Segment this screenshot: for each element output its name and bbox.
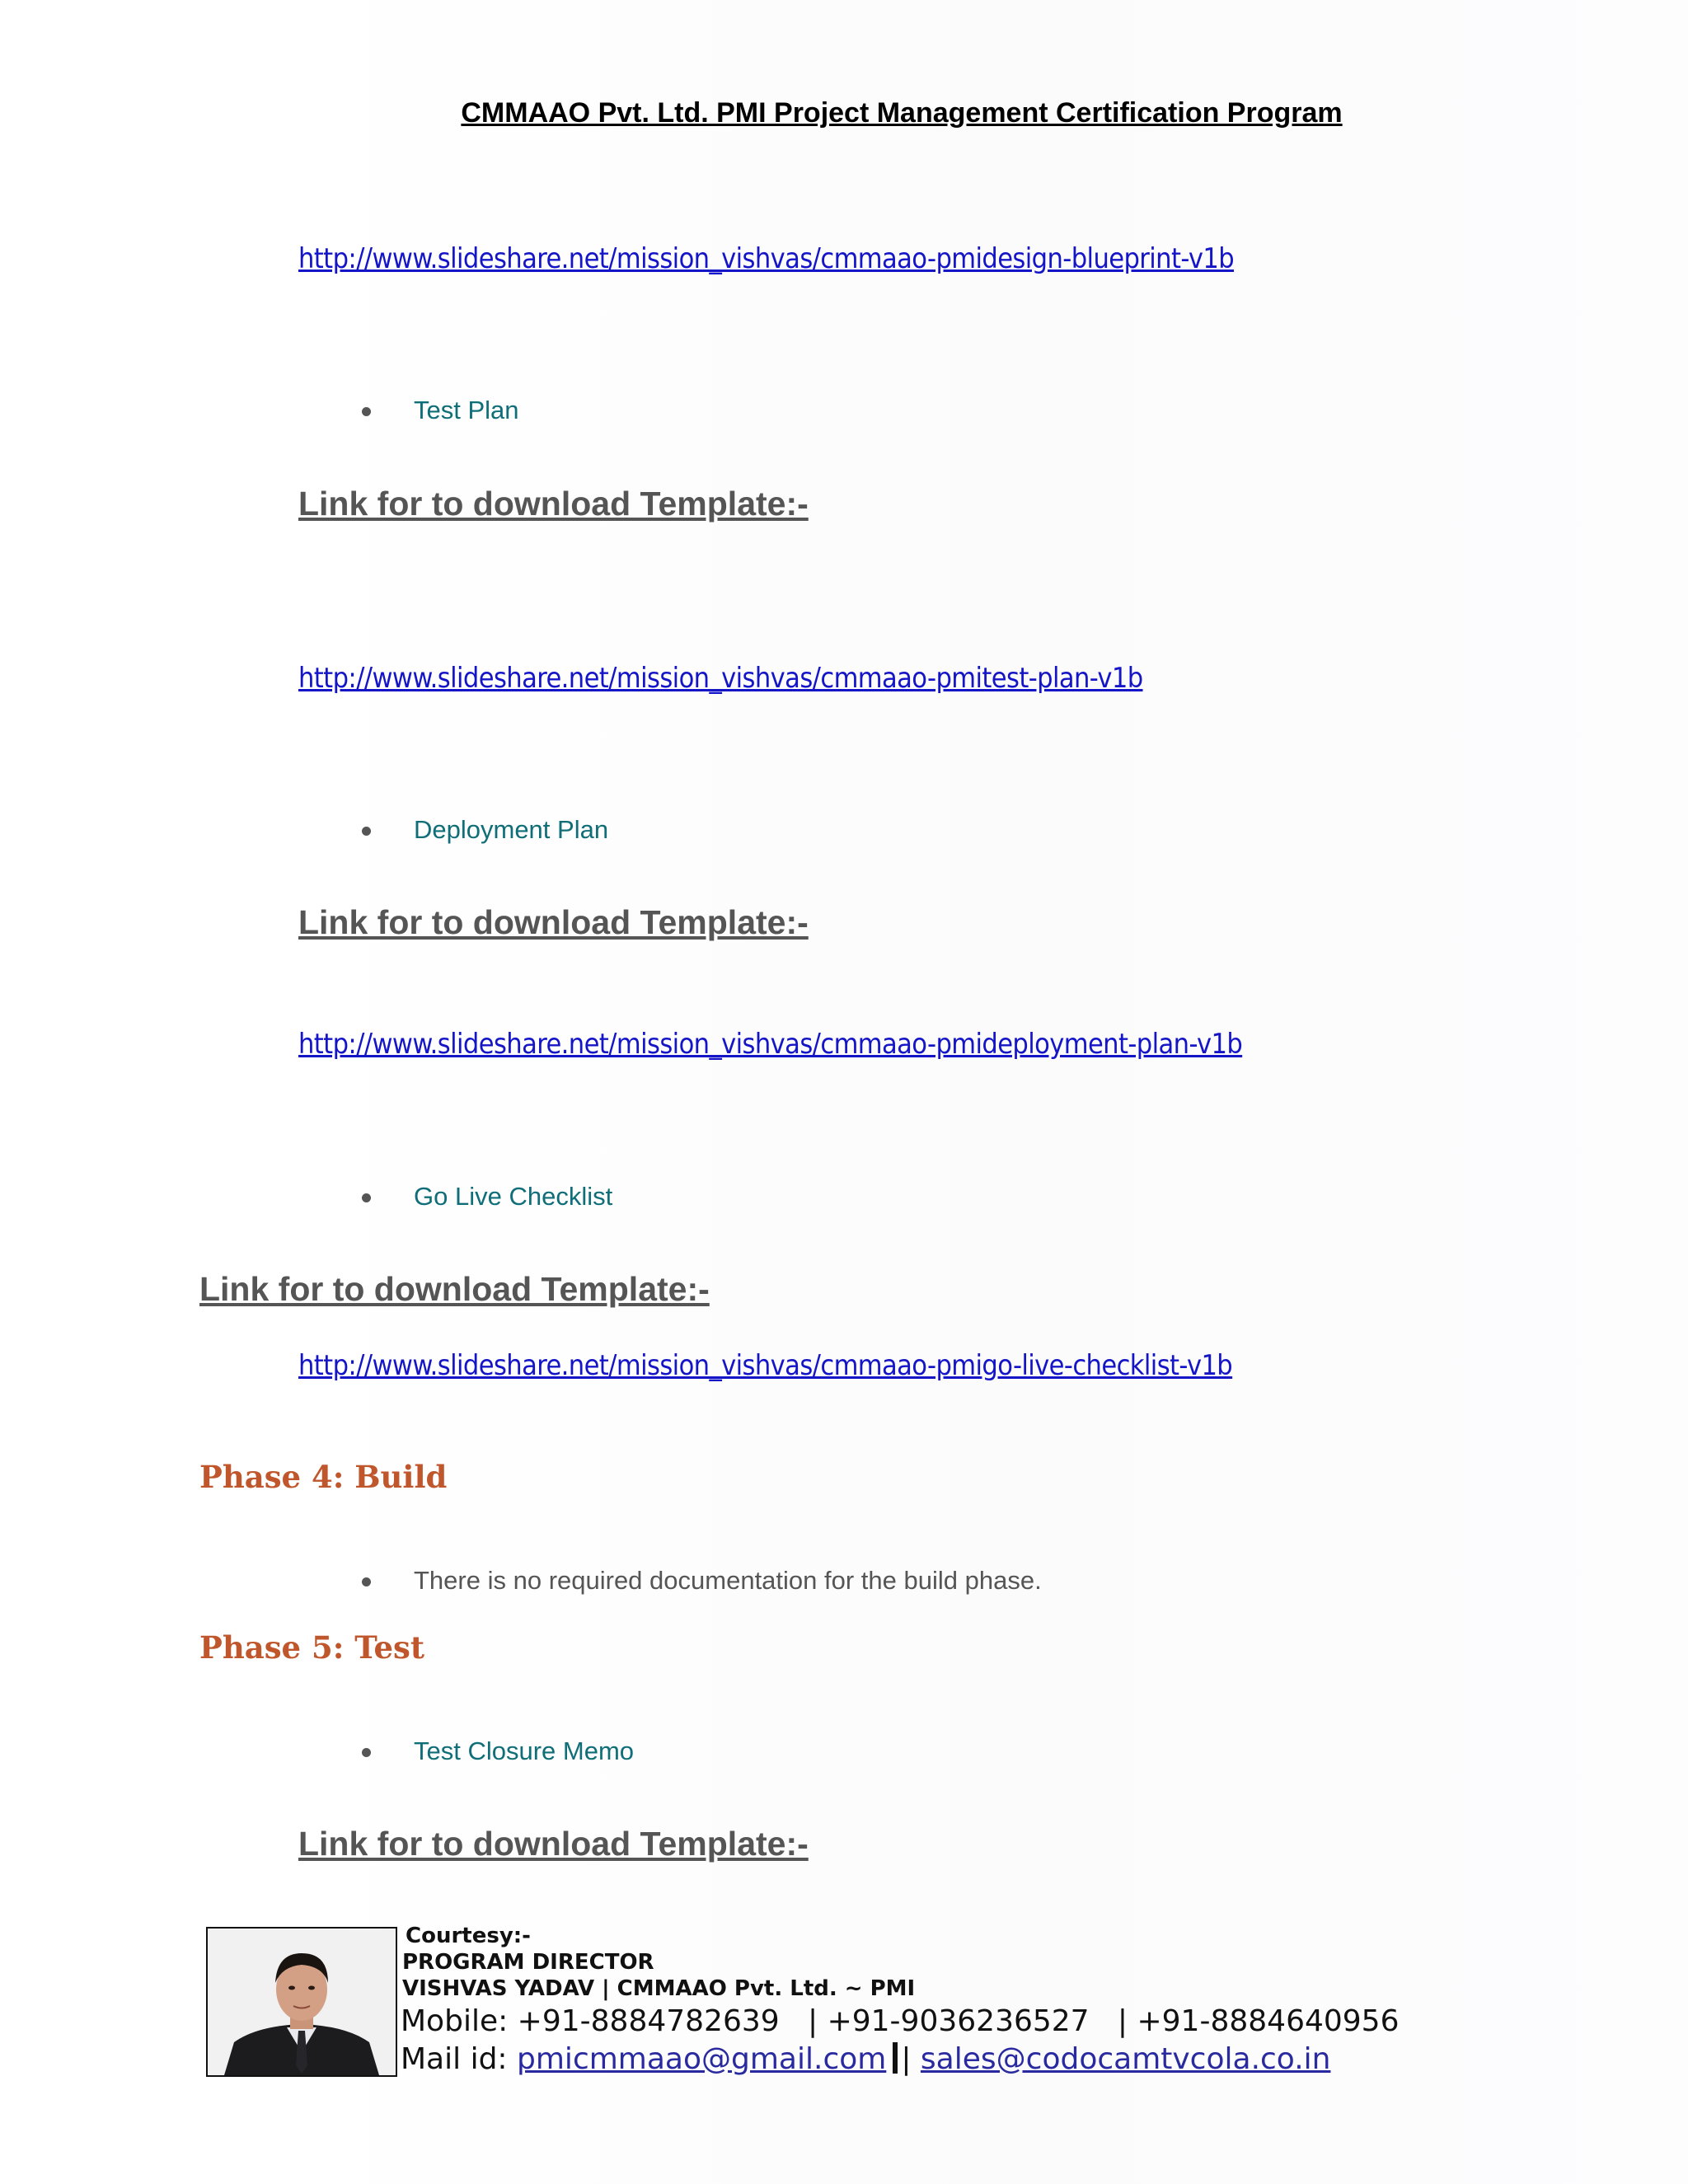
list-item-test-closure-memo bbox=[414, 1736, 634, 1766]
phase-4-heading: Phase 4: Build bbox=[199, 1459, 448, 1495]
director-photo bbox=[206, 1927, 397, 2077]
bullet-label: There is no required documentation for the build phase. bbox=[414, 1566, 1042, 1595]
mail-label: Mail id: bbox=[401, 2042, 508, 2076]
email-separator: | bbox=[901, 2042, 912, 2076]
link-go-live-checklist[interactable]: http://www.slideshare.net/mission_vishvas/cmmaao-pmigo-live-checklist-v1b bbox=[298, 1349, 1233, 1382]
bullet-icon bbox=[362, 827, 371, 836]
bullet-icon bbox=[362, 1193, 371, 1202]
link-heading: Link for to download Template:- bbox=[298, 485, 809, 523]
bullet-label: Test Plan bbox=[414, 396, 519, 424]
email-link-sales[interactable]: sales@codocamtvcola.co.in bbox=[920, 2042, 1331, 2076]
footer-name-company: VISHVAS YADAV | CMMAAO Pvt. Ltd. ~ PMI bbox=[402, 1976, 916, 2001]
mobile-numbers: +91-8884782639 | +91-9036236527 | +91-8884640956 bbox=[517, 2004, 1400, 2038]
bullet-label: Test Closure Memo bbox=[414, 1736, 635, 1765]
list-item-build-note bbox=[414, 1566, 1042, 1596]
list-item-deployment-plan bbox=[414, 815, 608, 845]
person-photo-icon bbox=[208, 1929, 396, 2075]
list-item-go-live-checklist bbox=[414, 1182, 612, 1212]
footer-mobile bbox=[401, 2004, 1400, 2038]
footer-role: PROGRAM DIRECTOR bbox=[402, 1950, 654, 1975]
footer-courtesy: Courtesy:- bbox=[406, 1924, 531, 1948]
link-deployment-plan[interactable]: http://www.slideshare.net/mission_vishvas/cmmaao-pmideployment-plan-v1b bbox=[298, 1028, 1243, 1061]
bullet-label: Go Live Checklist bbox=[414, 1182, 613, 1211]
list-item-test-plan bbox=[414, 396, 519, 425]
page-title: CMMAAO Pvt. Ltd. PMI Project Management Certification Program bbox=[461, 97, 1343, 129]
link-heading: Link for to download Template:- bbox=[298, 903, 809, 941]
mobile-label: Mobile: bbox=[401, 2004, 509, 2038]
bullet-icon bbox=[362, 1577, 371, 1586]
separator-icon bbox=[893, 2042, 898, 2074]
link-heading: Link for to download Template:- bbox=[199, 1270, 710, 1308]
bullet-icon bbox=[362, 1748, 371, 1757]
footer-mail bbox=[401, 2042, 1330, 2076]
link-heading: Link for to download Template:- bbox=[298, 1825, 809, 1863]
link-design-blueprint[interactable]: http://www.slideshare.net/mission_vishvas/cmmaao-pmidesign-blueprint-v1b bbox=[298, 242, 1235, 275]
email-link-primary[interactable]: pmicmmaao@gmail.com bbox=[517, 2042, 887, 2076]
link-test-plan[interactable]: http://www.slideshare.net/mission_vishvas/cmmaao-pmitest-plan-v1b bbox=[298, 662, 1143, 695]
bullet-label: Deployment Plan bbox=[414, 815, 609, 844]
bullet-icon bbox=[362, 407, 371, 416]
phase-5-heading: Phase 5: Test bbox=[199, 1629, 424, 1666]
